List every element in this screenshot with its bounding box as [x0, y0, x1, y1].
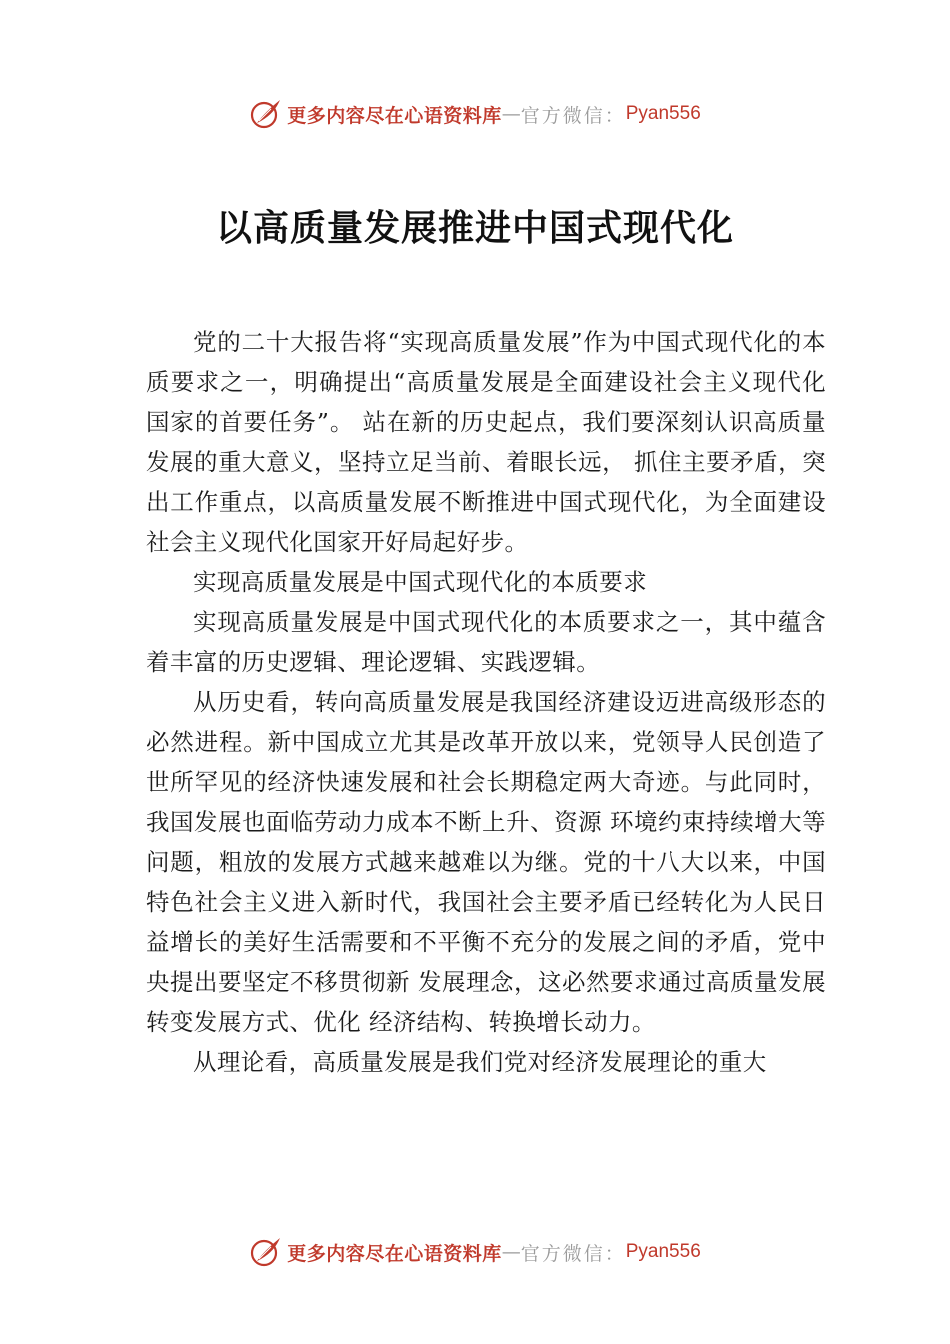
paragraph: 从理论看，高质量发展是我们党对经济发展理论的重大 [193, 1048, 767, 1076]
paragraph-intro: 党的二十大报告将“实现高质量发展”作为中国式现代化的本质要求之一，明确提出“高质量发展是全面建设社会主义现代化国家的首要任务”。 站在新的历史起点，我们要深刻认识高质量发展的重大意义，坚持立足当前、着眼长远， 抓住主要矛盾，突出工作重点，以高质量发展不断推进中国式现代化，为全面建设社会主义现代化国家开好局起好步。 [146, 328, 826, 556]
quill-pen-icon [249, 97, 283, 131]
paragraph: 从历史看，转向高质量发展是我国经济建设迈进高级形态的必然进程。新中国成立尤其是改革开放以来，党领导人民创造了世所罕见的经济快速发展和社会长期稳定两大奇迹。与此同时，我国发展也面临劳动力成本不断上升、资源 环境约束持续增大等问题，粗放的发展方式越来越难以为继。党的十八大以来，中国特色社会主义进入新时代，我国社会主要矛盾已经转化为人民日益增长的美好生活需要和不平衡不充分的发展之间的矛盾，党中央提出要坚定不移贯彻新 发展理念，这必然要求通过高质量发展转变发展方式、优化 经济结构、转换增长动力。 [146, 688, 826, 1036]
quill-pen-icon [249, 1235, 283, 1269]
banner-text: 更多内容尽在心语资料库 [287, 104, 502, 127]
wechat-label: 官方微信： [520, 1242, 626, 1265]
banner-text: 更多内容尽在心语资料库 [287, 1242, 502, 1265]
document-body [146, 322, 826, 1082]
section-heading: 实现高质量发展是中国式现代化的本质要求 [193, 568, 648, 596]
banner-separator: — [501, 1241, 521, 1263]
wechat-label: 官方微信： [520, 104, 626, 127]
document-title: 以高质量发展推进中国式现代化 [215, 207, 734, 249]
paragraph: 实现高质量发展是中国式现代化的本质要求之一，其中蕴含着丰富的历史逻辑、理论逻辑、实践逻辑。 [146, 608, 826, 676]
wechat-id: Pyan556 [625, 103, 701, 124]
wechat-id: Pyan556 [625, 1241, 701, 1262]
header-banner [0, 94, 950, 134]
banner-separator: — [501, 103, 521, 125]
footer-banner [0, 1232, 950, 1272]
